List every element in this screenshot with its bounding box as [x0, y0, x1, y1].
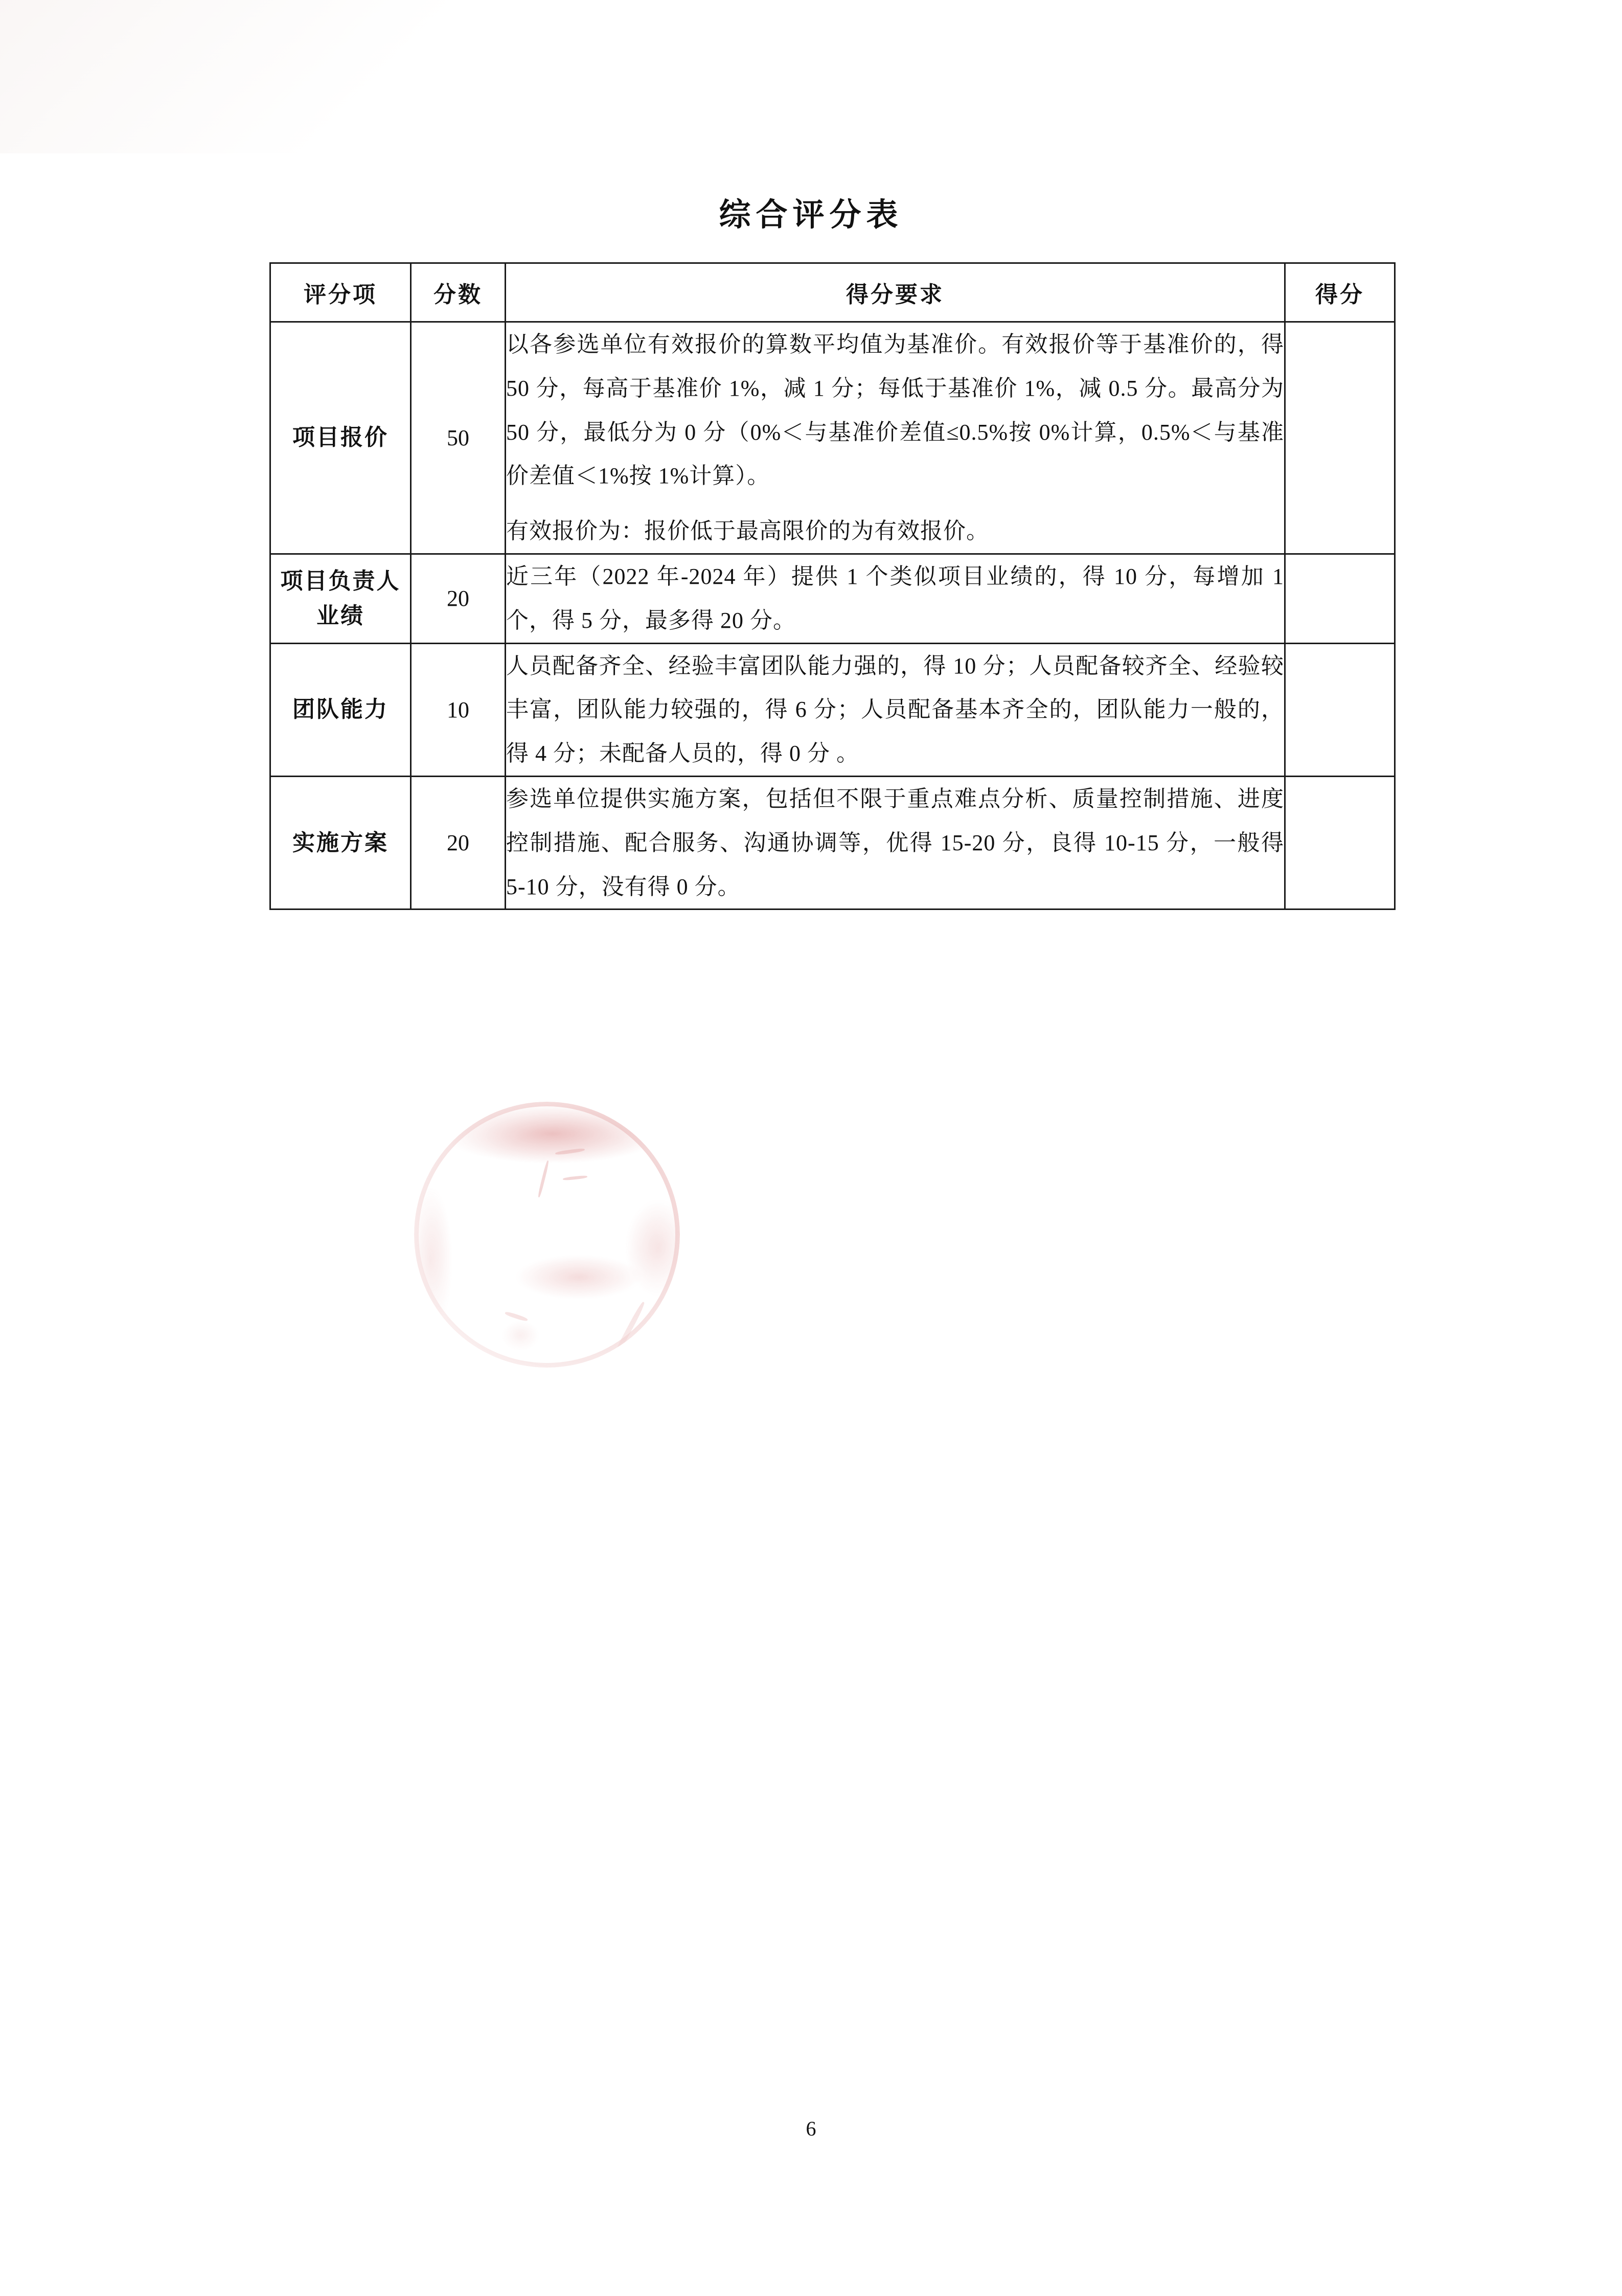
row-score: 20 — [411, 554, 506, 643]
table-row — [270, 776, 1395, 909]
row-item-label: 项目负责人业绩 — [270, 554, 411, 643]
table-row — [270, 643, 1395, 776]
column-header-requirement: 得分要求 — [506, 263, 1285, 322]
row-got-score[interactable] — [1285, 776, 1395, 909]
score-table — [269, 262, 1396, 910]
seal-stroke — [612, 1301, 646, 1357]
row-requirement — [506, 643, 1285, 776]
table-row — [270, 322, 1395, 554]
seal-stroke — [563, 1175, 587, 1180]
row-got-score[interactable] — [1285, 643, 1395, 776]
column-header-got: 得分 — [1285, 263, 1395, 322]
page-number: 6 — [806, 2117, 816, 2140]
row-requirement — [506, 554, 1285, 643]
column-header-score: 分数 — [411, 263, 506, 322]
requirement-paragraph: 以各参选单位有效报价的算数平均值为基准价。有效报价等于基准价的，得 50 分，每高于基准价 1%，减 1 分；每低于基准价 1%，减 0.5 分。最高分为 50 分，最低分为 0 分（0%＜与基准价差值≤0.5%按 0%计算，0.5%＜与基准价差值＜1%按 1%计算）。 — [506, 332, 1284, 489]
row-score: 10 — [411, 643, 506, 776]
row-got-score[interactable] — [1285, 554, 1395, 643]
column-header-item: 评分项 — [270, 263, 411, 322]
requirement-paragraph: 近三年（2022 年-2024 年）提供 1 个类似项目业绩的，得 10 分，每增加 1 个，得 5 分，最多得 20 分。 — [506, 563, 1284, 633]
page-title: 综合评分表 — [719, 198, 903, 233]
table-header-row — [270, 263, 1395, 322]
requirement-paragraph: 人员配备齐全、经验丰富团队能力强的，得 10 分；人员配备较齐全、经验较丰富，团队能力较强的，得 6 分；人员配备基本齐全的，团队能力一般的，得 4 分；未配备人员的，得 0 分 。 — [506, 653, 1284, 766]
row-score: 20 — [411, 776, 506, 909]
seal-smudge — [414, 1102, 680, 1368]
seal-stroke — [505, 1311, 528, 1322]
seal-stroke — [555, 1148, 584, 1155]
row-item-label: 项目报价 — [270, 322, 411, 554]
row-item-label: 实施方案 — [270, 776, 411, 909]
row-requirement — [506, 776, 1285, 909]
score-table-container — [269, 262, 1394, 910]
requirement-paragraph: 参选单位提供实施方案，包括但不限于重点难点分析、质量控制措施、进度控制措施、配合服务、沟通协调等，优得 15-20 分，良得 10-15 分，一般得 5-10 分，没有得 0 分。 — [506, 786, 1284, 899]
seal-stroke — [537, 1161, 550, 1198]
row-got-score[interactable] — [1285, 322, 1395, 554]
company-seal-stamp — [414, 1102, 680, 1368]
row-requirement — [506, 322, 1285, 554]
row-score: 50 — [411, 322, 506, 554]
requirement-paragraph: 有效报价为：报价低于最高限价的为有效报价。 — [506, 518, 989, 544]
row-item-label: 团队能力 — [270, 643, 411, 776]
table-row — [270, 554, 1395, 643]
